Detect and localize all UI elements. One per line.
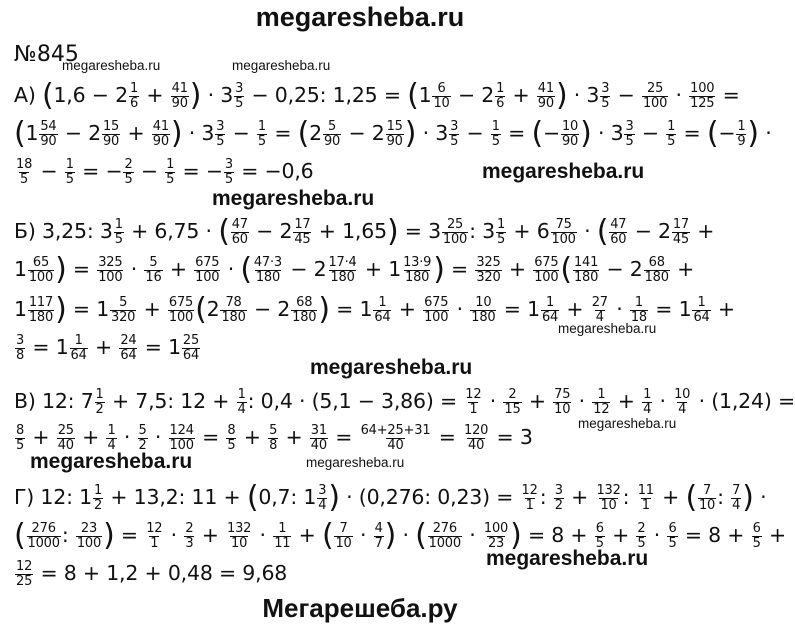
solution-line-v2: $\frac{8}{5}$ + $\frac{25}{40}$ + $\frac{1}{4}$ · $\frac{5}{2}$ · $\frac{124}{100}$ = $\frac{8}{5}$ + $\frac{5}{8}$ + $\frac{31}{40}$ = $\frac{64+25+31}{40}$ = $\frac{120}{40}$ = 3 — [16, 423, 533, 453]
site-watermark-bottom: Мегарешеба.ру — [262, 593, 458, 623]
solution-line-b3: 1 $\frac{117}{180}$ ) = 1 $\frac{5}{320}$ + $\frac{675}{100}$ (2 $\frac{78}{180}$ − 2 $\frac{68}{180}$ ) = 1 $\frac{1}{64}$ + $\frac{675}{100}$ · $\frac{10}{180}$ = 1 $\frac{1}{64}$ + $\frac{27}{4}$ · $\frac{1}{18}$ = 1 $\frac{1}{64}$ + — [14, 292, 735, 328]
site-watermark: megaresheba.ru — [310, 356, 473, 379]
solution-line-a3: $\frac{18}{5}$ − $\frac{1}{5}$ = − $\frac{2}{5}$ − $\frac{1}{5}$ = − $\frac{3}{5}$ = −0,6 — [16, 157, 314, 187]
site-watermark: megaresheba.ru — [232, 58, 331, 73]
site-watermark-top: megaresheba.ru — [255, 2, 465, 32]
solution-line-v1: В) 12: 7 $\frac{1}{2}$ + 7,5: 12 + $\frac{1}{4}$ : 0,4 · (5,1 − 3,86) = $\frac{12}{1}$ · $\frac{2}{15}$ + $\frac{75}{10}$ · $\frac{1}{12}$ + $\frac{1}{4}$ · $\frac{10}{4}$ · (1,24) = — [14, 387, 795, 417]
site-watermark: megaresheba.ru — [578, 416, 677, 431]
site-watermark: megaresheba.ru — [558, 321, 657, 336]
solution-line-b2: 1 $\frac{65}{100}$ ) = $\frac{325}{100}$ · $\frac{5}{16}$ + $\frac{675}{100}$ · ( $\frac{47\cdot 3}{180}$ − 2 $\frac{17\cdot 4}{180}$ + 1 $\frac{13\cdot 9}{180}$ ) = $\frac{325}{320}$ + $\frac{675}{100}$ ( $\frac{141}{180}$ − 2 $\frac{68}{180}$ + — [14, 252, 695, 288]
solution-line-a2: (1 $\frac{54}{90}$ − 2 $\frac{15}{90}$ + $\frac{41}{90}$ ) · 3 $\frac{3}{5}$ − $\frac{1}{5}$ = (2 $\frac{5}{90}$ − 2 $\frac{15}{90}$ ) · 3 $\frac{3}{5}$ − $\frac{1}{5}$ = (− $\frac{10}{90}$ ) · 3 $\frac{3}{5}$ − $\frac{1}{5}$ = (− $\frac{1}{9}$ ) · — [14, 116, 772, 152]
site-watermark: megaresheba.ru — [30, 450, 193, 473]
solution-line-g2: ( $\frac{276}{1000}$ : $\frac{23}{100}$ ) = $\frac{12}{1}$ · $\frac{2}{3}$ + $\frac{132}{10}$ · $\frac{1}{11}$ + ( $\frac{7}{10}$ · $\frac{4}{7}$ ) · ( $\frac{276}{1000}$ · $\frac{100}{23}$ ) = 8 + $\frac{6}{5}$ + $\frac{2}{5}$ · $\frac{6}{5}$ = 8 + $\frac{6}{5}$ + — [14, 518, 786, 554]
site-watermark: megaresheba.ru — [486, 547, 649, 570]
site-watermark: megaresheba.ru — [62, 58, 161, 73]
site-watermark: megaresheba.ru — [306, 455, 405, 470]
site-watermark: megaresheba.ru — [212, 187, 375, 210]
site-watermark: megaresheba.ru — [482, 160, 645, 183]
solution-line-g1: Г) 12: 1 $\frac{1}{2}$ + 13,2: 11 + (0,7: 1 $\frac{3}{4}$ ) · (0,276: 0,23) = $\frac{12}{1}$ : $\frac{3}{2}$ + $\frac{132}{10}$ : $\frac{11}{1}$ + ( $\frac{7}{10}$ : $\frac{7}{4}$ ) · — [14, 480, 767, 516]
solution-line-a1: А) (1,6 − 2 $\frac{1}{6}$ + $\frac{41}{90}$ ) · 3 $\frac{3}{5}$ − 0,25: 1,25 = (1 $\frac{6}{10}$ − 2 $\frac{1}{6}$ + $\frac{41}{90}$ ) · 3 $\frac{3}{5}$ − $\frac{25}{100}$ · $\frac{100}{125}$ = — [14, 78, 740, 114]
problem-number: №845 — [14, 42, 79, 67]
solution-line-b4: $\frac{3}{8}$ = 1 $\frac{1}{64}$ + $\frac{24}{64}$ = 1 $\frac{25}{64}$ — [16, 333, 200, 363]
solution-line-b1: Б) 3,25: 3 $\frac{1}{5}$ + 6,75 · ( $\frac{47}{60}$ − 2 $\frac{17}{45}$ + 1,65) = 3 $\frac{25}{100}$ : 3 $\frac{1}{5}$ + 6 $\frac{75}{100}$ · ( $\frac{47}{60}$ − 2 $\frac{17}{45}$ + — [14, 214, 715, 250]
solution-line-g3: $\frac{12}{25}$ = 8 + 1,2 + 0,48 = 9,68 — [16, 559, 288, 589]
